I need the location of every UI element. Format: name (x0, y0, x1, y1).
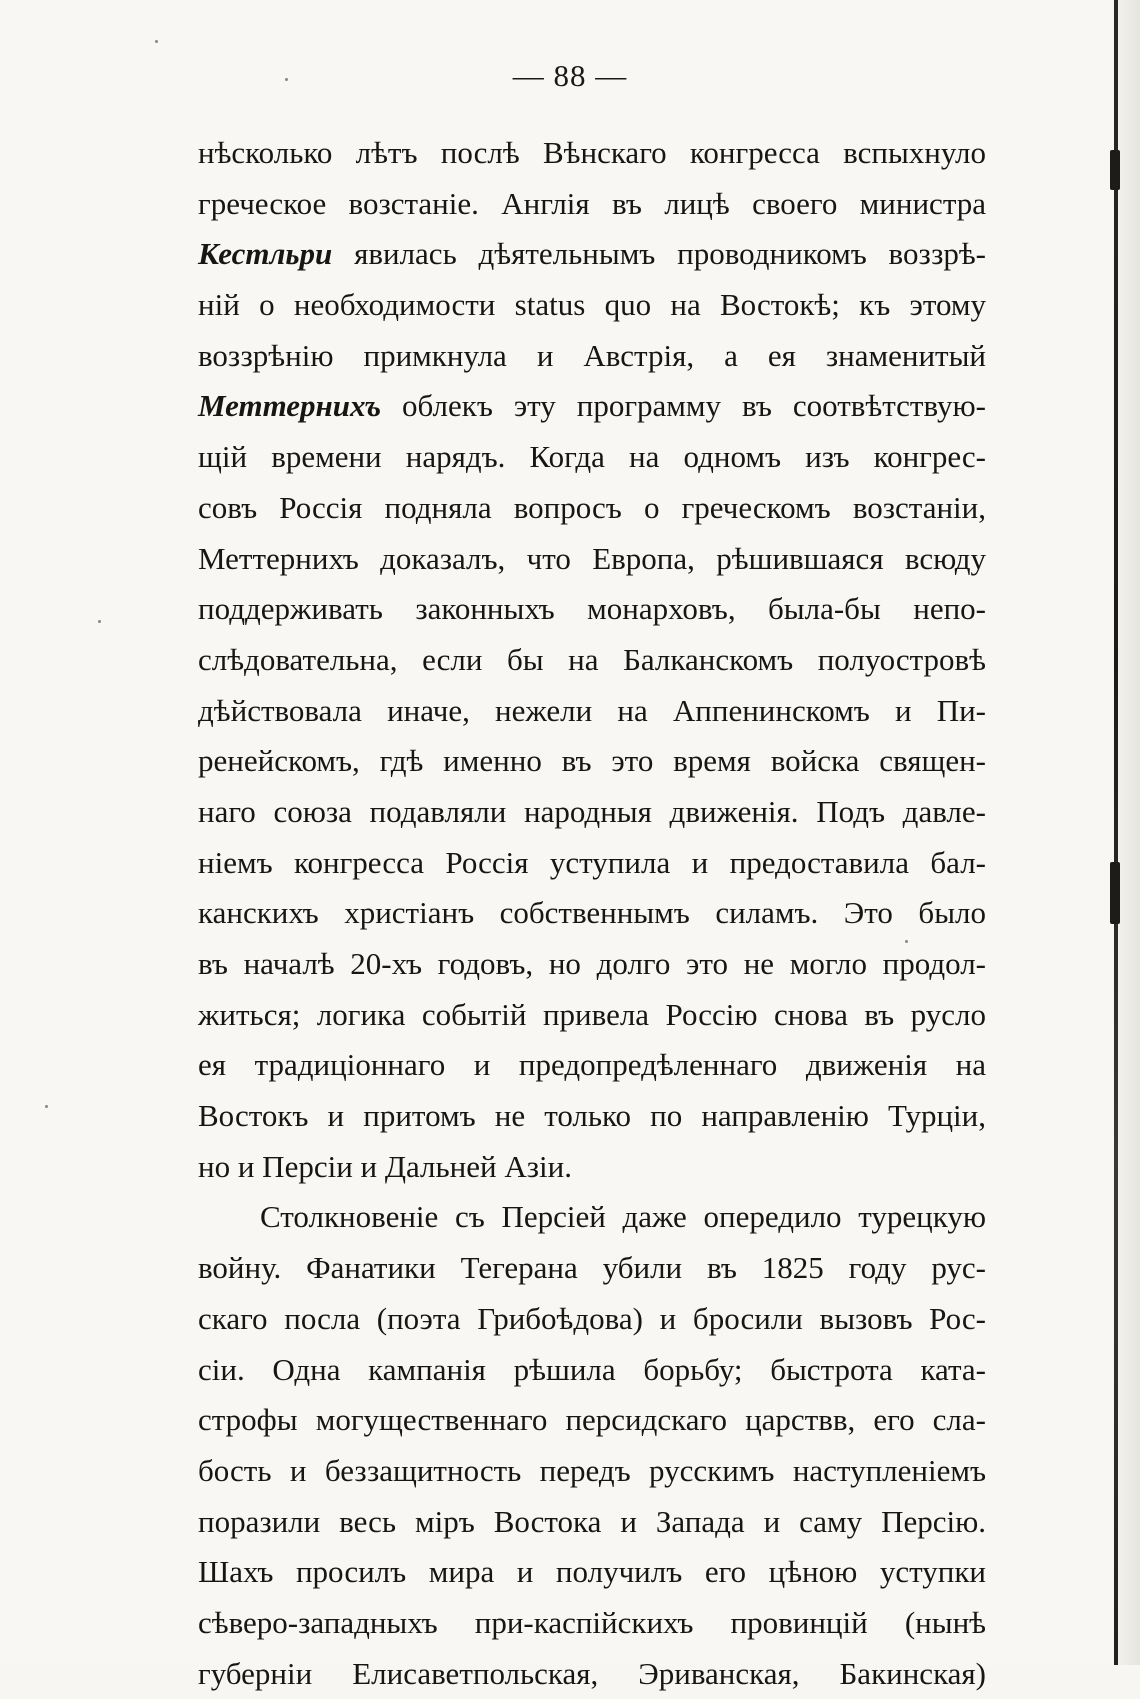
italic-name: Кестльри (198, 236, 333, 272)
text-line: наго союза подавляли народныя движенiя. Подъ давле- (198, 793, 986, 829)
binding-edge (1114, 0, 1118, 1665)
text-line: нiемъ конгресса Россiя уступила и предоставила бал- (198, 844, 986, 880)
text-line: слѣдовательна, если бы на Балканскомъ полуостровѣ (198, 641, 986, 677)
text-line: дѣйствовала иначе, нежели на Аппенинскомъ и Пи- (198, 692, 986, 728)
text-line: сiи. Одна кампанiя рѣшила борьбу; быстрота ката- (198, 1351, 986, 1387)
text-line: щiй времени нарядъ. Когда на одномъ изъ конгрес- (198, 439, 986, 475)
text-line: ренейскомъ, гдѣ именно въ это время войска священ- (198, 743, 986, 779)
italic-name: Меттернихъ (198, 388, 382, 424)
paper-speck (98, 620, 101, 623)
text-line: воззрѣнiю примкнула и Австрiя, а ея знаменитый (198, 337, 986, 373)
page-number: — 88 — (512, 58, 628, 93)
paper-speck (155, 40, 158, 43)
text-line: въ началѣ 20-хъ годовъ, но долго это не могло продол- (198, 946, 986, 981)
text-line: ея традицiоннаго и предопредѣленнаго движенiя на (198, 1047, 986, 1083)
text-line: греческое возстанiе. Англiя въ лицѣ своего министра (198, 185, 986, 221)
text-line: но и Персiи и Дальней Азiи. (198, 1148, 572, 1184)
text-line: Востокъ и притомъ не только по направленiю Турцiи, (198, 1098, 986, 1134)
text-line: строфы могущественнаго персидскаго царствв, его сла- (198, 1402, 986, 1438)
paper-speck (45, 1105, 48, 1108)
text-line: совъ Россiя подняла вопросъ о греческомъ возстанiи, (198, 489, 986, 525)
text-line: канскихъ христiанъ собственнымъ силамъ. Это было (198, 895, 986, 931)
text-line-rest: явилась дѣятельнымъ проводникомъ воззрѣ- (354, 236, 986, 272)
binding-mark (1110, 150, 1120, 190)
text-line: сѣверо-западныхъ при-каспiйскихъ провинцiй (нынѣ (198, 1604, 986, 1640)
text-line: губернiи Елисаветпольская, Эриванская, Бакинская) (198, 1655, 986, 1691)
text-line: Меттернихъ доказалъ, что Европа, рѣшившаяся всюду (198, 540, 986, 576)
text-line: житься; логика событiй привела Россiю снова въ русло (198, 996, 986, 1032)
body-text (198, 128, 986, 1699)
text-line-rest: облекъ эту программу въ соотвѣтствую- (402, 388, 987, 424)
text-line: поразили весь мiръ Востока и Запада и саму Персiю. (198, 1503, 986, 1539)
text-line: бость и беззащитность передъ русскимъ наступленiемъ (198, 1452, 986, 1488)
text-line (198, 229, 986, 280)
text-line: Столкновенiе съ Персiей даже опередило турецкую (260, 1199, 986, 1235)
text-line: Шахъ просилъ мира и получилъ его цѣною уступки (198, 1554, 986, 1590)
text-line: скаго посла (поэта Грибоѣдова) и бросили вызовъ Рос- (198, 1300, 986, 1336)
text-line: нiй о необходимости status quo на Востокѣ; къ этому (198, 287, 986, 323)
text-line: поддерживать законныхъ монарховъ, была-бы непо- (198, 591, 986, 627)
text-line (198, 381, 986, 432)
binding-shadow (1118, 0, 1140, 1665)
binding-mark (1110, 862, 1120, 924)
text-line: войну. Фанатики Тегерана убили въ 1825 году рус- (198, 1250, 986, 1286)
text-line: нѣсколько лѣтъ послѣ Вѣнскаго конгресса вспыхнуло (198, 135, 986, 170)
